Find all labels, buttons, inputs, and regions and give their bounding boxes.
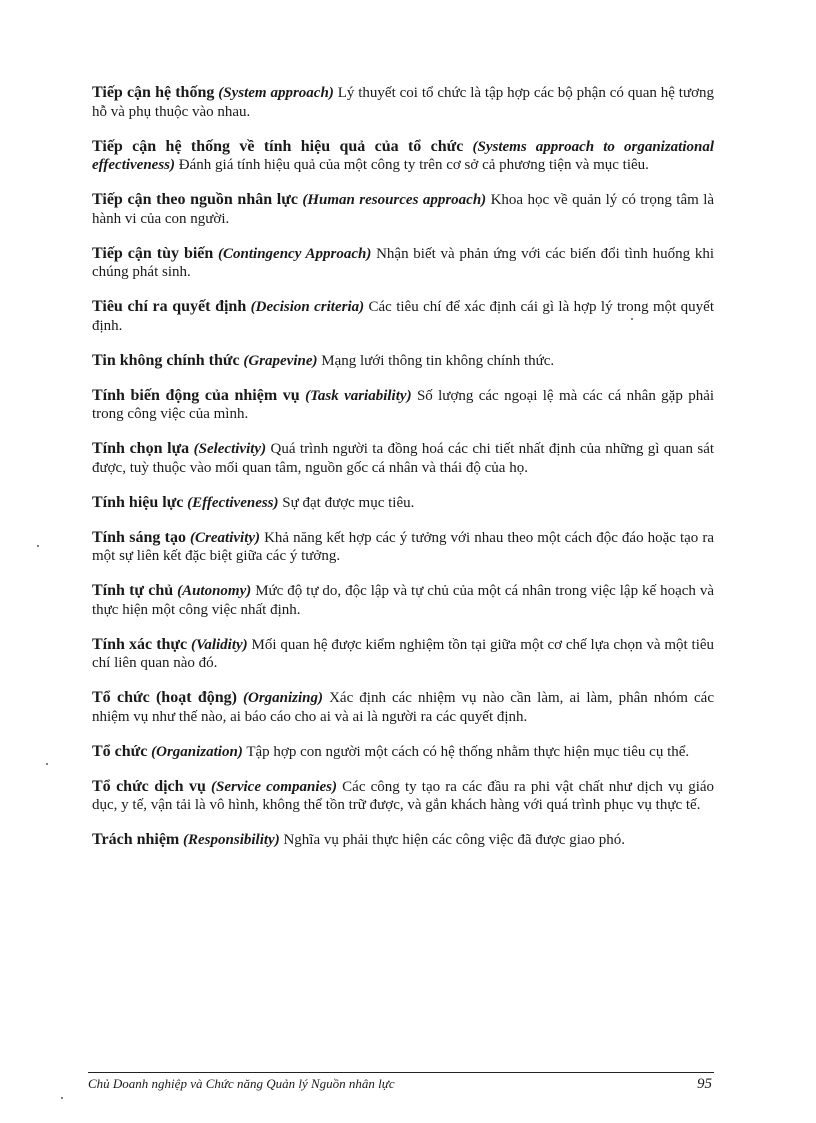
glossary-entry: Tính tự chủ (Autonomy) Mức độ tự do, độc lập và tự chủ của một cá nhân trong việc lập kế hoạch và thực hiện một công việc nhất định. [92,582,715,618]
glossary-term: Tổ chức dịch vụ [92,777,206,795]
glossary-definition: Các tiêu chí để xác định cái gì là hợp lý trong một quyết định. [92,299,715,334]
glossary-definition: Lý thuyết coi tổ chức là tập hợp các bộ phận có quan hệ tương hỗ và phụ thuộc vào nhau. [92,85,715,120]
scan-speck [631,318,633,320]
glossary-english-term: Organizing [248,690,319,706]
glossary-english-term: Task variability [310,387,407,404]
glossary-english-term: Creativity [195,529,256,546]
glossary-term: Tính biến động của nhiệm vụ [92,386,300,404]
glossary-term: Trách nhiệm [92,831,180,848]
glossary-definition: Xác định các nhiệm vụ nào cần làm, ai làm, phân nhóm các nhiệm vụ như thế nào, ai báo cáo cho ai và ai là người ra các quyết định. [92,690,714,725]
glossary-definition: Số lượng các ngoại lệ mà các cá nhân gặp phải trong công việc của mình. [92,387,715,422]
glossary-english-term: Responsibility [188,832,275,848]
glossary-definition: Các công ty tạo ra các đầu ra phi vật chất như dịch vụ giáo dục, y tế, vận tải là vô hình, không thể tồn trữ được, và gắn khách hàng với quá trình phục vụ thực tế. [92,778,715,813]
glossary-entry: Tổ chức (Organization) Tập hợp con người một cách có hệ thống nhằm thực hiện mục tiêu cụ thể. [92,742,690,760]
glossary-entry: Trách nhiệm (Responsibility) Nghĩa vụ phải thực hiện các công việc đã được giao phó. [92,831,626,848]
glossary-english-term: Autonomy [182,583,247,599]
glossary-definition: Mức độ tự do, độc lập và tự chủ của một cá nhân trong việc lập kế hoạch và thực hiện một công việc nhất định. [92,583,715,618]
glossary-english-term: Contingency Approach [223,245,367,262]
glossary-english-term: Decision criteria [255,299,360,315]
glossary-entry: Tiếp cận hệ thống (System approach) Lý thuyết coi tổ chức là tập hợp các bộ phận có quan hệ tương hỗ và phụ thuộc vào nhau. [92,84,715,120]
glossary-term: Tổ chức [92,742,148,760]
glossary-english-term: Systems approach to organizational effectiveness [92,138,715,173]
glossary-entry: Tổ chức dịch vụ (Service companies) Các công ty tạo ra các đầu ra phi vật chất như dịch vụ giáo dục, y tế, vận tải là vô hình, không thể tồn trữ được, và gắn khách hàng với quá trình phục vụ thực tế. [92,777,715,813]
glossary-definition: Sự đạt được mục tiêu. [282,494,415,511]
glossary-english-term: Selectivity [198,441,262,457]
glossary-term: Tính xác thực [92,635,188,653]
glossary-definition: Mạng lưới thông tin không chính thức. [321,352,555,369]
glossary-term: Tính hiệu lực [92,493,184,511]
glossary-term: Tiếp cận theo nguồn nhân lực [92,191,298,208]
glossary-english-term: System approach [223,85,329,101]
glossary-term: Tiêu chí ra quyết định [92,298,247,315]
scan-speck [46,763,48,765]
glossary-term: Tính tự chủ [92,582,174,599]
glossary-english-term: Grapevine [248,352,313,369]
glossary-definition: Khả năng kết hợp các ý tưởng với nhau theo một cách độc đáo hoặc tạo ra một sự liên kết đặc biệt giữa các ý tưởng. [92,529,715,564]
page-footer [88,1072,714,1093]
glossary-english-term: Organization [156,743,238,760]
footer-title: Chủ Doanh nghiệp và Chức năng Quản lý Nguồn nhân lực [88,1076,395,1091]
glossary-term: Tiếp cận hệ thống về tính hiệu quả của tổ chức [92,137,464,155]
glossary-entry: Tính chọn lựa (Selectivity) Quá trình người ta đồng hoá các chi tiết nhất định của những gì quan sát được, tuỳ thuộc vào mối quan tâm, nguồn gốc cá nhân và thái độ của họ. [92,440,715,476]
glossary-term: Tiếp cận tùy biến [92,244,214,262]
glossary-list [92,84,714,866]
glossary-entry: Tiếp cận theo nguồn nhân lực (Human resources approach) Khoa học về quản lý có trọng tâm là hành vi của con người. [92,191,715,227]
glossary-entry: Tiếp cận hệ thống về tính hiệu quả của tổ chức (Systems approach to organizational effectiveness) Đánh giá tính hiệu quả của một công ty trên cơ sở cả phương tiện và mục tiêu. [92,137,715,173]
glossary-entry: Tiếp cận tùy biến (Contingency Approach) Nhận biết và phản ứng với các biến đổi tình huống khi chúng phát sinh. [92,244,714,280]
glossary-definition: Khoa học về quản lý có trọng tâm là hành vi của con người. [92,192,715,227]
glossary-term: Tính chọn lựa [92,440,190,457]
glossary-term: Tính sáng tạo [92,528,186,546]
scan-speck [61,1097,63,1099]
glossary-definition: Nghĩa vụ phải thực hiện các công việc đã được giao phó. [283,832,626,848]
glossary-entry: Tính sáng tạo (Creativity) Khả năng kết hợp các ý tưởng với nhau theo một cách độc đáo hoặc tạo ra một sự liên kết đặc biệt giữa các ý tưởng. [92,528,715,564]
glossary-entry: Tổ chức (hoạt động) (Organizing) Xác định các nhiệm vụ nào cần làm, ai làm, phân nhóm các nhiệm vụ như thế nào, ai báo cáo cho ai và ai là người ra các quyết định. [92,689,714,725]
glossary-entry: Tính hiệu lực (Effectiveness) Sự đạt được mục tiêu. [92,493,415,511]
glossary-definition: Nhận biết và phản ứng với các biến đổi tình huống khi chúng phát sinh. [92,245,714,280]
glossary-term: Tiếp cận hệ thống [92,84,215,101]
scan-speck [37,545,39,547]
glossary-definition: Quá trình người ta đồng hoá các chi tiết nhất định của những gì quan sát được, tuỳ thuộc vào mối quan tâm, nguồn gốc cá nhân và thái độ của họ. [92,441,715,476]
page-number: 95 [697,1076,712,1092]
glossary-english-term: Effectiveness [192,494,274,511]
glossary-english-term: Validity [196,636,243,653]
glossary-entry: Tính xác thực (Validity) Mối quan hệ được kiểm nghiệm tồn tại giữa một cơ chế lựa chọn và một tiêu chí liên quan nào đó. [92,635,715,671]
glossary-entry: Tính biến động của nhiệm vụ (Task variability) Số lượng các ngoại lệ mà các cá nhân gặp phải trong công việc của mình. [92,386,715,422]
glossary-term: Tin không chính thức [92,351,240,369]
glossary-definition: Tập hợp con người một cách có hệ thống nhằm thực hiện mục tiêu cụ thể. [246,743,690,760]
glossary-english-term: Service companies [216,778,332,795]
glossary-definition: Mối quan hệ được kiểm nghiệm tồn tại giữa một cơ chế lựa chọn và một tiêu chí liên quan nào đó. [92,636,715,671]
glossary-definition: Đánh giá tính hiệu quả của một công ty trên cơ sở cả phương tiện và mục tiêu. [178,157,649,173]
glossary-term: Tổ chức (hoạt động) [92,689,237,706]
glossary-entry: Tiêu chí ra quyết định (Decision criteria) Các tiêu chí để xác định cái gì là hợp lý trong một quyết định. [92,298,715,334]
glossary-entry: Tin không chính thức (Grapevine) Mạng lưới thông tin không chính thức. [92,351,555,369]
glossary-english-term: Human resources approach [307,192,482,208]
